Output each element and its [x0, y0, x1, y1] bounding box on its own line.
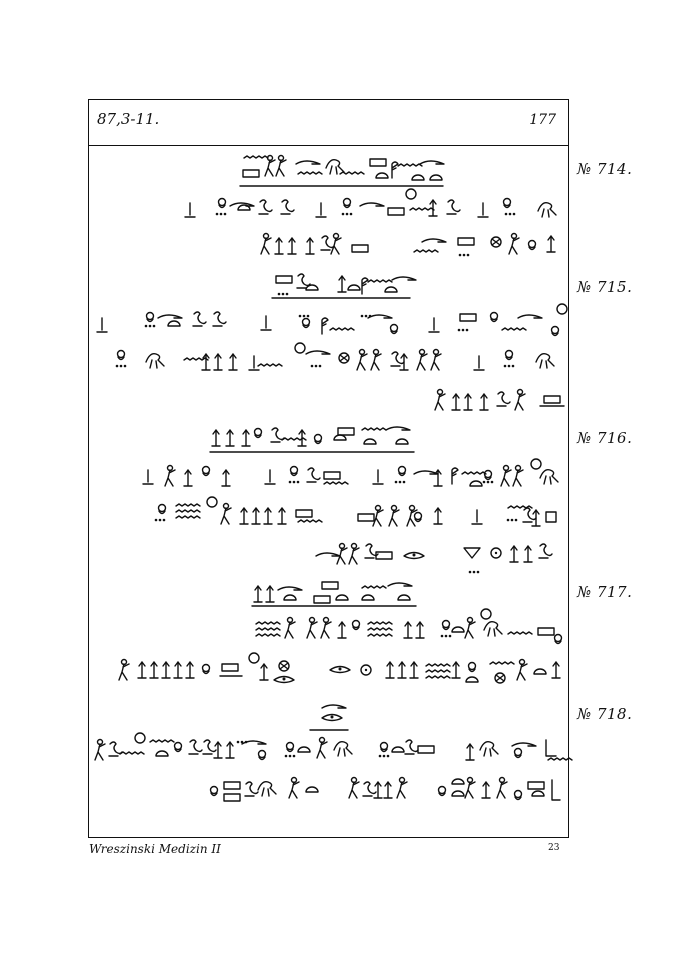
- entry-714-heading: [240, 156, 444, 187]
- entry-716-line-2: [155, 497, 556, 526]
- entry-716-line-3: [316, 544, 552, 574]
- entry-715-line-2: [116, 343, 554, 370]
- entry-716-line-1: [143, 459, 558, 486]
- entry-716-heading: [210, 427, 414, 452]
- entry-718-line-1: [95, 733, 572, 760]
- entry-717-line-1: [256, 609, 562, 644]
- entry-label-714: № 714.: [577, 160, 633, 178]
- entry-label-716: № 716.: [577, 429, 633, 447]
- signature: Wreszinski Medizin II: [89, 842, 221, 856]
- entry-718-line-2: [211, 778, 561, 802]
- entry-715-line-1: [97, 304, 567, 336]
- entry-717-heading: [252, 582, 416, 606]
- entry-714-line-1: [185, 189, 556, 217]
- entry-714-line-2: [261, 234, 555, 257]
- entry-715-line-3: [435, 390, 564, 411]
- entry-715-heading: [272, 274, 416, 298]
- source-reference: 87,3-11.: [97, 110, 160, 128]
- entry-label-717: № 717.: [577, 583, 633, 601]
- sheet-number: 23: [548, 843, 560, 853]
- entry-718-heading: [310, 705, 348, 730]
- entry-label-715: № 715.: [577, 278, 633, 296]
- page-number: 177: [529, 112, 556, 128]
- entry-label-718: № 718.: [577, 705, 633, 723]
- entry-717-line-2: [119, 653, 560, 683]
